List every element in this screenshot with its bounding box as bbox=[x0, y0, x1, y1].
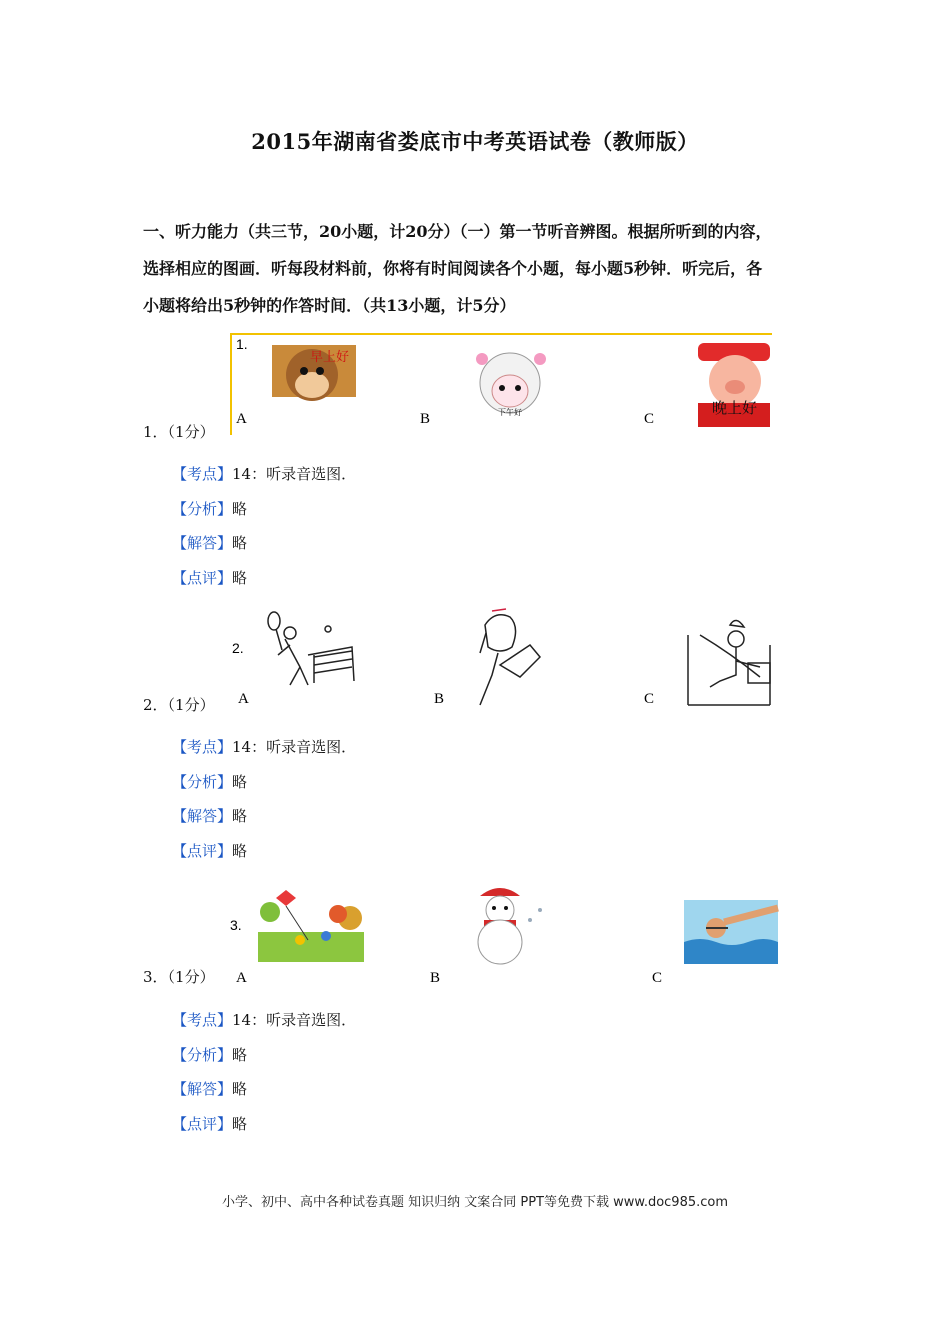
image-caption: 下午好 bbox=[498, 408, 522, 417]
image-caption: 早上好 bbox=[310, 350, 350, 365]
fenxi-text: 略 bbox=[232, 500, 248, 518]
dianping-text: 略 bbox=[232, 569, 248, 587]
answer-fenxi bbox=[172, 498, 247, 519]
option-c-label: C bbox=[644, 411, 655, 427]
monkey-icon bbox=[272, 345, 356, 401]
pig-icon bbox=[698, 343, 770, 427]
dianping-text: 略 bbox=[232, 1115, 248, 1133]
answer-dianping bbox=[172, 840, 247, 861]
question-1-picture bbox=[230, 333, 772, 435]
section-instructions bbox=[143, 213, 823, 324]
question-number: 3．（1分） bbox=[143, 968, 215, 986]
fenxi-tag: 【分析】 bbox=[172, 773, 233, 791]
answer-jieda bbox=[172, 532, 247, 553]
kaodian-text: 14：听录音选图． bbox=[232, 738, 357, 756]
question-number: 2．（1分） bbox=[143, 696, 215, 714]
instruction-line: 小题将给出5秒钟的作答时间．（共13小题，计5分） bbox=[143, 296, 516, 315]
answer-kaodian bbox=[172, 463, 356, 484]
fenxi-tag: 【分析】 bbox=[172, 1046, 233, 1064]
badminton-player-icon bbox=[268, 612, 354, 685]
question-2-picture bbox=[230, 605, 775, 710]
jieda-text: 略 bbox=[232, 1080, 248, 1098]
page-title: 2015年湖南省娄底市中考英语试卷（教师版） bbox=[251, 129, 699, 154]
picture-number: 3. bbox=[230, 917, 242, 933]
picture-number: 1. bbox=[236, 336, 248, 352]
kaodian-tag: 【考点】 bbox=[172, 1011, 233, 1029]
answer-kaodian bbox=[172, 736, 356, 757]
option-a-label: A bbox=[236, 411, 247, 427]
option-b-label: B bbox=[430, 970, 441, 985]
swimmer-icon bbox=[684, 900, 778, 964]
dianping-tag: 【点评】 bbox=[172, 842, 233, 860]
picture-number: 2. bbox=[232, 640, 244, 656]
sheep-icon bbox=[476, 353, 546, 417]
jieda-tag: 【解答】 bbox=[172, 1080, 233, 1098]
answer-dianping bbox=[172, 1113, 247, 1134]
question-3-picture bbox=[230, 880, 780, 985]
answer-dianping bbox=[172, 567, 247, 588]
page-footer: 小学、初中、高中各种试卷真题 知识归纳 文案合同 PPT等免费下载 www.doc985.com bbox=[221, 1195, 729, 1210]
option-c-label: C bbox=[652, 970, 663, 985]
option-a-label: A bbox=[238, 691, 249, 707]
kaodian-text: 14：听录音选图． bbox=[232, 465, 357, 483]
option-b-label: B bbox=[420, 411, 431, 427]
answer-fenxi bbox=[172, 771, 247, 792]
instruction-line: 选择相应的图画．听每段材料前，你将有时间阅读各个小题，每小题5秒钟．听完后，各 bbox=[143, 259, 763, 278]
dianping-text: 略 bbox=[232, 842, 248, 860]
question-number: 1．（1分） bbox=[143, 423, 215, 441]
kaodian-tag: 【考点】 bbox=[172, 465, 233, 483]
fenxi-text: 略 bbox=[232, 773, 248, 791]
answer-kaodian bbox=[172, 1009, 356, 1030]
kite-flying-icon bbox=[258, 890, 364, 962]
dianping-tag: 【点评】 bbox=[172, 1115, 233, 1133]
girl-reading-icon bbox=[480, 609, 540, 705]
option-b-label: B bbox=[434, 691, 445, 707]
answer-jieda bbox=[172, 805, 247, 826]
option-c-label: C bbox=[644, 691, 655, 707]
jieda-text: 略 bbox=[232, 807, 248, 825]
kaodian-tag: 【考点】 bbox=[172, 738, 233, 756]
jieda-tag: 【解答】 bbox=[172, 534, 233, 552]
kaodian-text: 14：听录音选图． bbox=[232, 1011, 357, 1029]
fenxi-tag: 【分析】 bbox=[172, 500, 233, 518]
fisherman-icon bbox=[688, 620, 770, 705]
jieda-text: 略 bbox=[232, 534, 248, 552]
option-a-label: A bbox=[236, 970, 247, 985]
answer-jieda bbox=[172, 1078, 247, 1099]
dianping-tag: 【点评】 bbox=[172, 569, 233, 587]
image-caption: 晚上好 bbox=[712, 399, 758, 417]
fenxi-text: 略 bbox=[232, 1046, 248, 1064]
answer-fenxi bbox=[172, 1044, 247, 1065]
jieda-tag: 【解答】 bbox=[172, 807, 233, 825]
instruction-line: 一、听力能力（共三节，20小题，计20分）（一）第一节听音辨图。根据所听到的内容， bbox=[143, 222, 772, 241]
snowman-icon bbox=[478, 888, 542, 964]
